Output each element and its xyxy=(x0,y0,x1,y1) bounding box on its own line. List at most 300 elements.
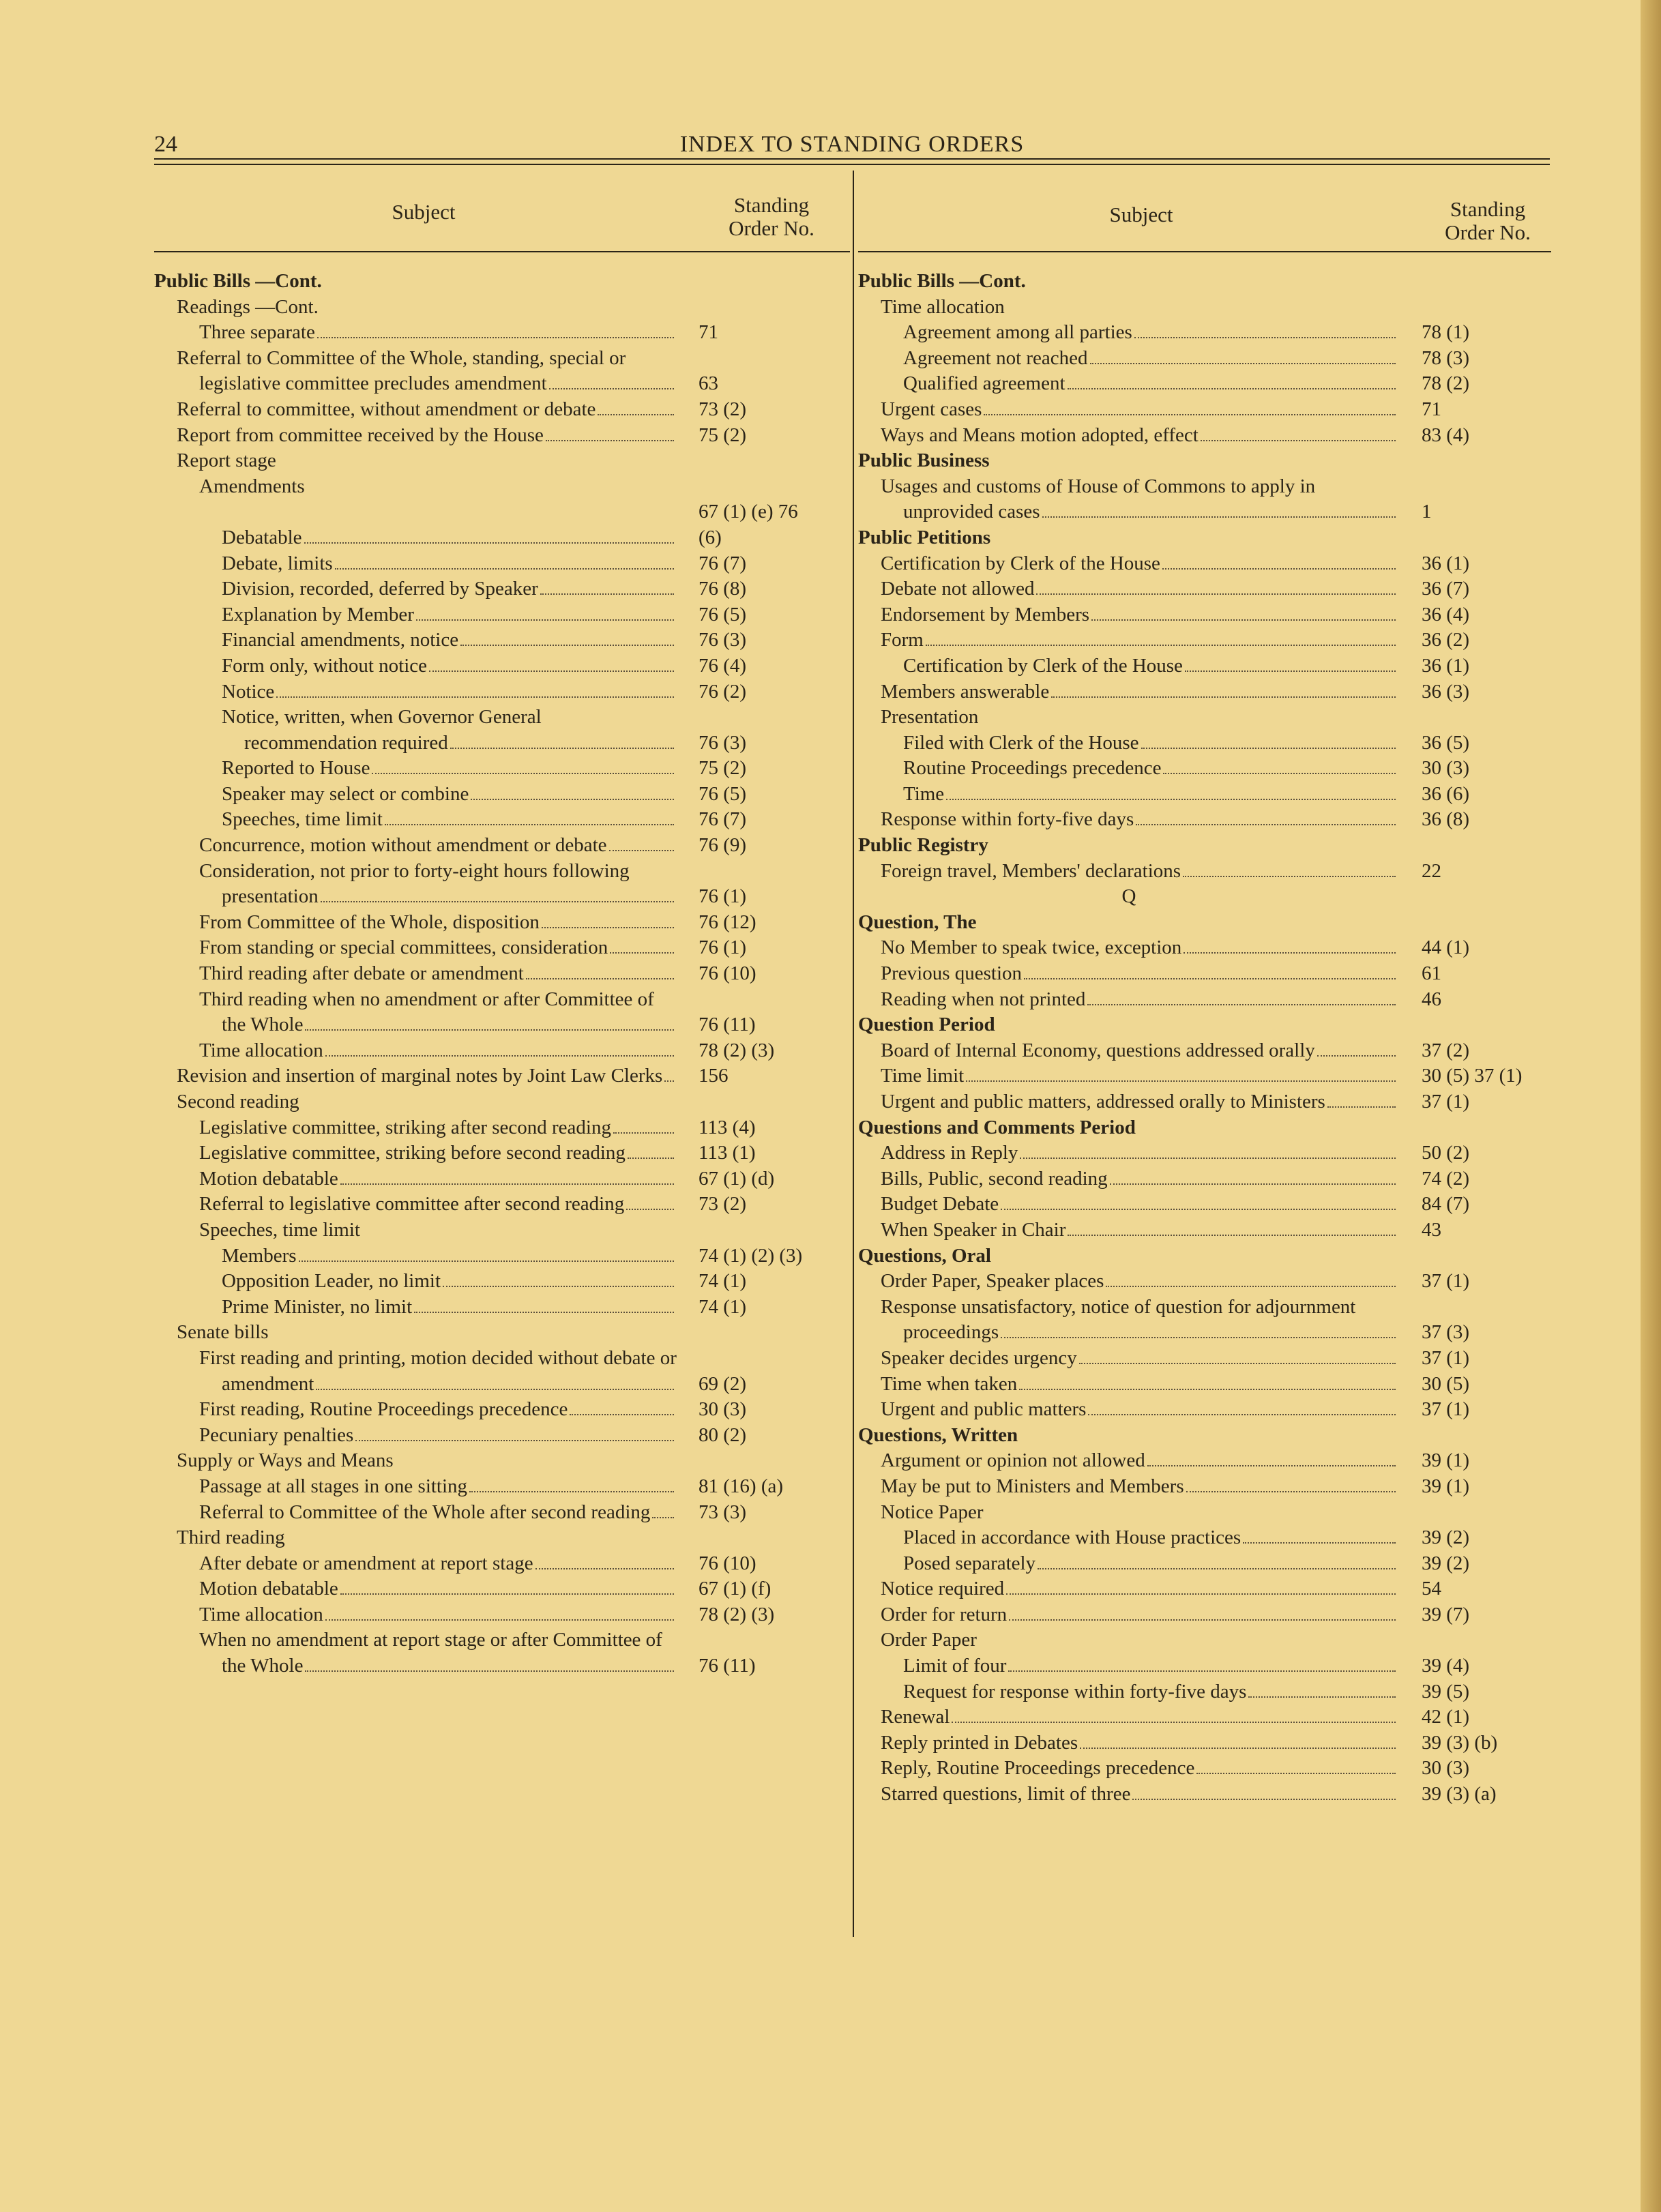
index-entry xyxy=(154,576,850,602)
entry-text: Senate bills xyxy=(177,1321,269,1344)
entry-text: Speaker may select or combine xyxy=(222,782,469,805)
index-entry xyxy=(154,1525,850,1551)
entry-text: Question, The xyxy=(858,911,977,933)
entry-order-number: 76 (5) xyxy=(699,782,747,805)
leader-dots xyxy=(946,799,1396,800)
order-number-heading: Standing Order No. xyxy=(1445,197,1531,244)
entry-order-number: 78 (2) (3) xyxy=(699,1603,775,1625)
leader-dots xyxy=(1068,1235,1396,1236)
entry-text: Public Registry xyxy=(858,834,988,857)
entry-order-number: 83 (4) xyxy=(1422,424,1470,446)
entry-order-number: 37 (1) xyxy=(1422,1270,1470,1293)
entry-subject xyxy=(154,474,678,500)
entry-text: Agreement among all parties xyxy=(903,321,1132,344)
entry-text: Motion debatable xyxy=(199,1167,338,1190)
index-entry xyxy=(858,1500,1551,1526)
entry-subject xyxy=(154,987,678,1038)
entry-text: Referral to Committee of the Whole after second reading xyxy=(199,1501,651,1523)
entry-text: Notice xyxy=(222,680,275,703)
entry-subject xyxy=(858,1089,1400,1115)
entry-subject xyxy=(154,1269,678,1295)
index-entry xyxy=(858,551,1551,577)
leader-dots xyxy=(305,1029,674,1031)
entry-order-number: 76 (3) xyxy=(699,629,747,651)
entry-order-number: 36 (6) xyxy=(1422,782,1470,805)
entry-subject xyxy=(858,1730,1400,1756)
entry-subject xyxy=(154,1525,678,1551)
entry-subject xyxy=(858,1140,1400,1166)
leader-dots xyxy=(305,1670,674,1672)
entry-order-number: 30 (3) xyxy=(699,1398,747,1421)
index-entry xyxy=(858,320,1551,346)
leader-dots xyxy=(570,1414,674,1415)
entry-text: From Committee of the Whole, disposition xyxy=(199,911,540,933)
index-heading xyxy=(858,525,1551,551)
entry-text: No Member to speak twice, exception xyxy=(881,937,1182,959)
entry-order-number: 67 (1) (f) xyxy=(699,1578,771,1600)
entry-text: Public Bills —Cont. xyxy=(154,270,322,292)
entry-subject xyxy=(858,1012,1400,1038)
entry-text: Second reading xyxy=(177,1091,299,1112)
entry-text: Order for return xyxy=(881,1603,1008,1625)
index-entry xyxy=(858,987,1551,1013)
entry-subject xyxy=(858,1474,1400,1500)
entry-order-number: 80 (2) xyxy=(699,1424,747,1446)
leader-dots xyxy=(469,1491,674,1492)
leader-dots xyxy=(1184,952,1396,954)
leader-dots xyxy=(1136,824,1396,825)
entry-order-number: 37 (1) xyxy=(1422,1398,1470,1421)
entry-subject xyxy=(858,961,1400,987)
entry-order-number: 76 (12) xyxy=(699,911,756,933)
running-head xyxy=(154,126,1550,160)
entry-subject xyxy=(154,320,678,346)
index-entry xyxy=(154,756,850,782)
leader-dots xyxy=(325,1619,674,1621)
index-entry xyxy=(154,935,850,961)
leader-dots xyxy=(1110,1183,1396,1185)
entry-subject xyxy=(858,423,1400,449)
right-entry-list xyxy=(858,252,1551,1808)
entry-order-number: 78 (3) xyxy=(1422,346,1470,369)
leader-dots xyxy=(355,1440,674,1441)
leader-dots xyxy=(1196,1773,1396,1774)
leader-dots xyxy=(966,1080,1396,1082)
left-column-header xyxy=(154,171,850,252)
index-heading xyxy=(858,833,1551,859)
entry-subject xyxy=(154,1218,678,1243)
leader-dots xyxy=(1141,748,1396,749)
index-entry xyxy=(154,1269,850,1295)
index-entry xyxy=(858,1448,1551,1474)
order-number-heading: Standing Order No. xyxy=(729,193,814,240)
entry-order-number: 75 (2) xyxy=(699,424,747,446)
index-entry xyxy=(858,346,1551,372)
entry-text: Endorsement by Members xyxy=(881,603,1090,625)
index-heading xyxy=(154,269,850,295)
entry-text: Budget Debate xyxy=(881,1193,999,1215)
entry-subject xyxy=(858,1115,1400,1141)
entry-text: Legislative committee, striking before second reading xyxy=(199,1142,626,1164)
index-entry xyxy=(858,628,1551,653)
index-heading xyxy=(858,448,1551,474)
entry-order-number: 113 (1) xyxy=(699,1142,756,1164)
entry-text: Public Petitions xyxy=(858,526,991,548)
leader-dots xyxy=(304,542,674,544)
entry-text: Board of Internal Economy, questions addressed orally xyxy=(881,1039,1315,1061)
entry-text: When no amendment at report stage or after Committee of the Whole xyxy=(199,1629,662,1677)
leader-dots xyxy=(1079,1363,1396,1364)
leader-dots xyxy=(1185,670,1396,672)
index-heading xyxy=(858,1012,1551,1038)
entry-text: Time xyxy=(903,782,945,805)
entry-subject xyxy=(154,935,678,961)
leader-dots xyxy=(1036,593,1396,595)
entry-subject xyxy=(858,1679,1400,1705)
leader-dots xyxy=(450,748,674,749)
leader-dots xyxy=(1038,1568,1396,1569)
index-entry xyxy=(858,1679,1551,1705)
entry-subject xyxy=(858,397,1400,423)
entry-text: Argument or opinion not allowed xyxy=(881,1449,1145,1472)
entry-order-number: 46 xyxy=(1422,988,1441,1010)
leader-dots xyxy=(1009,1619,1396,1621)
entry-text: Limit of four xyxy=(903,1655,1007,1677)
leader-dots xyxy=(1162,568,1396,570)
entry-order-number: 73 (3) xyxy=(699,1501,747,1523)
leader-dots xyxy=(1106,1286,1396,1287)
entry-text: Pecuniary penalties xyxy=(199,1424,354,1446)
entry-subject xyxy=(154,423,678,449)
leader-dots xyxy=(540,593,674,595)
entry-text: When Speaker in Chair xyxy=(881,1218,1066,1241)
entry-order-number: 1 xyxy=(1422,501,1432,523)
entry-subject xyxy=(154,1448,678,1474)
entry-subject xyxy=(858,371,1400,397)
entry-text: Form only, without notice xyxy=(222,654,427,677)
index-entry xyxy=(154,1192,850,1218)
entry-subject xyxy=(858,1653,1400,1679)
index-entry xyxy=(154,1500,850,1526)
entry-subject xyxy=(858,935,1400,961)
index-heading xyxy=(858,1115,1551,1141)
leader-dots xyxy=(652,1517,674,1518)
entry-text: Certification by Clerk of the House xyxy=(903,654,1183,677)
leader-dots xyxy=(546,440,674,441)
entry-subject xyxy=(154,782,678,808)
index-entry xyxy=(154,1063,850,1089)
entry-text: Notice, written, when Governor General recommendation required xyxy=(222,706,542,754)
entry-order-number: 39 (2) xyxy=(1422,1552,1470,1574)
entry-order-number: 76 (10) xyxy=(699,962,756,985)
leader-dots xyxy=(628,1157,674,1159)
leader-dots xyxy=(1068,388,1396,389)
entry-text: Reading when not printed xyxy=(881,988,1086,1010)
index-entry xyxy=(858,1576,1551,1602)
entry-text: Form xyxy=(881,629,924,651)
entry-subject xyxy=(154,1602,678,1628)
index-entry xyxy=(858,1602,1551,1628)
index-entry xyxy=(154,1448,850,1474)
entry-subject xyxy=(154,1320,678,1346)
entry-subject xyxy=(858,1243,1400,1269)
page-edge xyxy=(1641,0,1661,2212)
entry-order-number: 39 (1) xyxy=(1422,1475,1470,1497)
entry-order-number: 36 (2) xyxy=(1422,629,1470,651)
entry-text: Placed in accordance with House practices xyxy=(903,1527,1241,1549)
entry-order-number: 73 (2) xyxy=(699,398,747,420)
entry-subject xyxy=(858,782,1400,808)
entry-order-number: 39 (1) xyxy=(1422,1449,1470,1472)
entry-text: Question Period xyxy=(858,1014,995,1036)
index-entry xyxy=(858,1756,1551,1782)
entry-order-number: 71 xyxy=(1422,398,1441,420)
index-entry xyxy=(858,1782,1551,1808)
entry-text: Foreign travel, Members' declarations xyxy=(881,859,1181,882)
entry-text: Bills, Public, second reading xyxy=(881,1167,1108,1190)
index-entry xyxy=(858,397,1551,423)
entry-order-number: 37 (1) xyxy=(1422,1346,1470,1369)
entry-text: Previous question xyxy=(881,962,1023,985)
left-column xyxy=(154,171,850,1679)
entry-text: Supply or Ways and Means xyxy=(177,1449,394,1472)
entry-text: Urgent and public matters, addressed orally to Ministers xyxy=(881,1091,1325,1112)
entry-order-number: 36 (3) xyxy=(1422,680,1470,703)
entry-text: Starred questions, limit of three xyxy=(881,1783,1131,1805)
entry-text: First reading and printing, motion decided without debate or amendment xyxy=(199,1346,677,1395)
entry-text: Questions, Oral xyxy=(858,1244,991,1267)
leader-dots xyxy=(385,824,674,825)
index-entry xyxy=(154,1551,850,1577)
entry-subject xyxy=(154,397,678,423)
entry-text: Concurrence, motion without amendment or debate xyxy=(199,834,607,857)
entry-order-number: 37 (3) xyxy=(1422,1321,1470,1344)
index-entry xyxy=(858,935,1551,961)
entry-subject xyxy=(858,1551,1400,1577)
entry-order-number: 78 (2) (3) xyxy=(699,1039,775,1061)
index-entry xyxy=(154,679,850,705)
leader-dots xyxy=(926,645,1396,646)
entry-subject xyxy=(154,1038,678,1064)
index-entry xyxy=(858,731,1551,756)
index-entry xyxy=(858,576,1551,602)
entry-subject xyxy=(154,1089,678,1115)
entry-order-number: 73 (2) xyxy=(699,1193,747,1215)
index-heading xyxy=(858,910,1551,936)
entry-subject xyxy=(858,1602,1400,1628)
entry-subject xyxy=(858,910,1400,936)
entry-order-number: 74 (1) (2) (3) xyxy=(699,1244,803,1267)
entry-text: Speaker decides urgency xyxy=(881,1346,1077,1369)
index-entry xyxy=(154,1243,850,1269)
index-entry xyxy=(858,1397,1551,1423)
entry-text: From standing or special committees, consideration xyxy=(199,937,608,959)
entry-text: Time allocation xyxy=(199,1603,323,1625)
index-heading xyxy=(858,1423,1551,1449)
index-entry xyxy=(858,807,1551,833)
leader-dots xyxy=(626,1209,674,1210)
entry-text: Questions and Comments Period xyxy=(858,1116,1136,1138)
index-entry xyxy=(154,551,850,577)
entry-order-number: 36 (4) xyxy=(1422,603,1470,625)
entry-text: Debate not allowed xyxy=(881,578,1035,600)
entry-text: Three separate xyxy=(199,321,315,344)
entry-text: Public Bills —Cont. xyxy=(858,270,1026,292)
entry-order-number: 67 (1) (e) 76 (6) xyxy=(699,501,798,548)
index-entry xyxy=(858,1551,1551,1577)
index-entry xyxy=(154,653,850,679)
entry-text: Third reading xyxy=(177,1527,285,1549)
entry-subject xyxy=(154,602,678,628)
entry-text: May be put to Ministers and Members xyxy=(881,1475,1184,1497)
entry-order-number: 30 (5) xyxy=(1422,1372,1470,1395)
entry-order-number: 76 (11) xyxy=(699,1655,756,1677)
entry-order-number: 39 (4) xyxy=(1422,1655,1470,1677)
entry-order-number: 37 (1) xyxy=(1422,1091,1470,1112)
entry-subject xyxy=(858,884,1400,910)
entry-order-number: 76 (1) xyxy=(699,885,747,908)
leader-dots xyxy=(1006,1593,1396,1595)
entry-order-number: 76 (2) xyxy=(699,680,747,703)
index-entry xyxy=(154,807,850,833)
entry-subject xyxy=(858,1423,1400,1449)
entry-text: Q xyxy=(1121,885,1136,908)
header-rule-bottom xyxy=(154,164,1550,165)
entry-text: Urgent cases xyxy=(881,398,982,420)
index-entry xyxy=(154,628,850,653)
leader-dots xyxy=(317,337,674,338)
entry-order-number: 76 (9) xyxy=(699,834,747,857)
entry-subject xyxy=(154,679,678,705)
entry-text: Response unsatisfactory, notice of question for adjournment proceedings xyxy=(881,1295,1356,1344)
entry-order-number: 63 xyxy=(699,372,718,395)
entry-order-number: 30 (3) xyxy=(1422,1757,1470,1780)
entry-text: Ways and Means motion adopted, effect xyxy=(881,424,1199,446)
index-entry xyxy=(154,961,850,987)
entry-order-number: 76 (3) xyxy=(699,731,747,754)
entry-subject xyxy=(858,1346,1400,1372)
leader-dots xyxy=(1201,440,1396,441)
entry-text: Reply printed in Debates xyxy=(881,1731,1078,1754)
section-letter xyxy=(858,884,1551,910)
entry-order-number: 39 (5) xyxy=(1422,1680,1470,1702)
page-title: INDEX TO STANDING ORDERS xyxy=(679,132,1025,157)
entry-text: Request for response within forty-five days xyxy=(903,1680,1247,1702)
index-entry xyxy=(858,679,1551,705)
entry-text: Speeches, time limit xyxy=(199,1218,360,1241)
leader-dots xyxy=(1186,1491,1396,1492)
entry-text: Urgent and public matters xyxy=(881,1398,1087,1421)
entry-subject xyxy=(858,1063,1400,1089)
page-number: 24 xyxy=(154,132,177,157)
index-entry xyxy=(858,961,1551,987)
entry-text: Time when taken xyxy=(881,1372,1018,1395)
index-entry xyxy=(858,1346,1551,1372)
index-entry xyxy=(154,1576,850,1602)
entry-text: Debatable xyxy=(222,526,302,548)
entry-subject xyxy=(154,448,678,474)
index-entry xyxy=(154,602,850,628)
entry-subject xyxy=(154,1140,678,1166)
index-entry xyxy=(154,499,850,550)
entry-subject xyxy=(858,987,1400,1013)
leader-dots xyxy=(1001,1337,1396,1338)
entry-subject xyxy=(858,1705,1400,1730)
entry-text: Public Business xyxy=(858,449,990,472)
leader-dots xyxy=(1327,1106,1396,1108)
leader-dots xyxy=(613,1132,674,1134)
entry-order-number: 156 xyxy=(699,1065,729,1087)
leader-dots xyxy=(1183,876,1396,877)
entry-subject xyxy=(154,1115,678,1141)
entry-subject xyxy=(154,576,678,602)
entry-order-number: 76 (7) xyxy=(699,808,747,831)
leader-dots xyxy=(1243,1542,1396,1544)
index-entry xyxy=(858,1038,1551,1064)
index-entry xyxy=(154,910,850,936)
index-entry xyxy=(154,1140,850,1166)
index-entry xyxy=(154,1115,850,1141)
index-heading xyxy=(858,269,1551,295)
leader-dots xyxy=(429,670,674,672)
entry-text: Renewal xyxy=(881,1706,950,1728)
index-entry xyxy=(858,1269,1551,1295)
entry-text: Reported to House xyxy=(222,757,370,780)
index-entry xyxy=(858,1089,1551,1115)
entry-text: Amendments xyxy=(199,475,305,497)
entry-text: Order Paper xyxy=(881,1629,977,1651)
entry-text: Order Paper, Speaker places xyxy=(881,1270,1104,1293)
entry-text: Passage at all stages in one sitting xyxy=(199,1475,468,1497)
leader-dots xyxy=(1317,1055,1396,1057)
entry-subject xyxy=(154,551,678,577)
entry-subject xyxy=(858,1782,1400,1808)
entry-text: Response within forty-five days xyxy=(881,808,1134,831)
entry-subject xyxy=(154,525,678,551)
entry-text: Prime Minister, no limit xyxy=(222,1295,413,1318)
index-entry xyxy=(858,1525,1551,1551)
entry-text: Address in Reply xyxy=(881,1142,1018,1164)
index-entry xyxy=(154,859,850,910)
entry-subject xyxy=(154,910,678,936)
entry-order-number: 74 (2) xyxy=(1422,1167,1470,1190)
right-column xyxy=(858,171,1551,1808)
entry-order-number: 50 (2) xyxy=(1422,1142,1470,1164)
entry-text: Revision and insertion of marginal notes by Joint Law Clerks xyxy=(177,1065,663,1087)
header-rule-top xyxy=(154,158,1550,160)
entry-subject xyxy=(858,1218,1400,1243)
index-entry xyxy=(858,1705,1551,1730)
index-entry xyxy=(154,1038,850,1064)
leader-dots xyxy=(1132,1799,1396,1800)
index-entry xyxy=(154,705,850,756)
entry-subject xyxy=(154,653,678,679)
leader-dots xyxy=(1001,1209,1396,1210)
leader-dots xyxy=(549,388,674,389)
entry-order-number: 61 xyxy=(1422,962,1441,985)
index-entry xyxy=(858,1295,1551,1346)
entry-text: Debate, limits xyxy=(222,552,333,574)
entry-subject xyxy=(154,1474,678,1500)
entry-text: Report stage xyxy=(177,449,276,472)
index-entry xyxy=(154,295,850,321)
index-entry xyxy=(154,1423,850,1449)
entry-order-number: 39 (3) (b) xyxy=(1422,1731,1498,1754)
leader-dots xyxy=(664,1080,674,1082)
entry-text: Time allocation xyxy=(881,295,1005,318)
entry-subject xyxy=(154,807,678,833)
leader-dots xyxy=(1088,1414,1396,1415)
